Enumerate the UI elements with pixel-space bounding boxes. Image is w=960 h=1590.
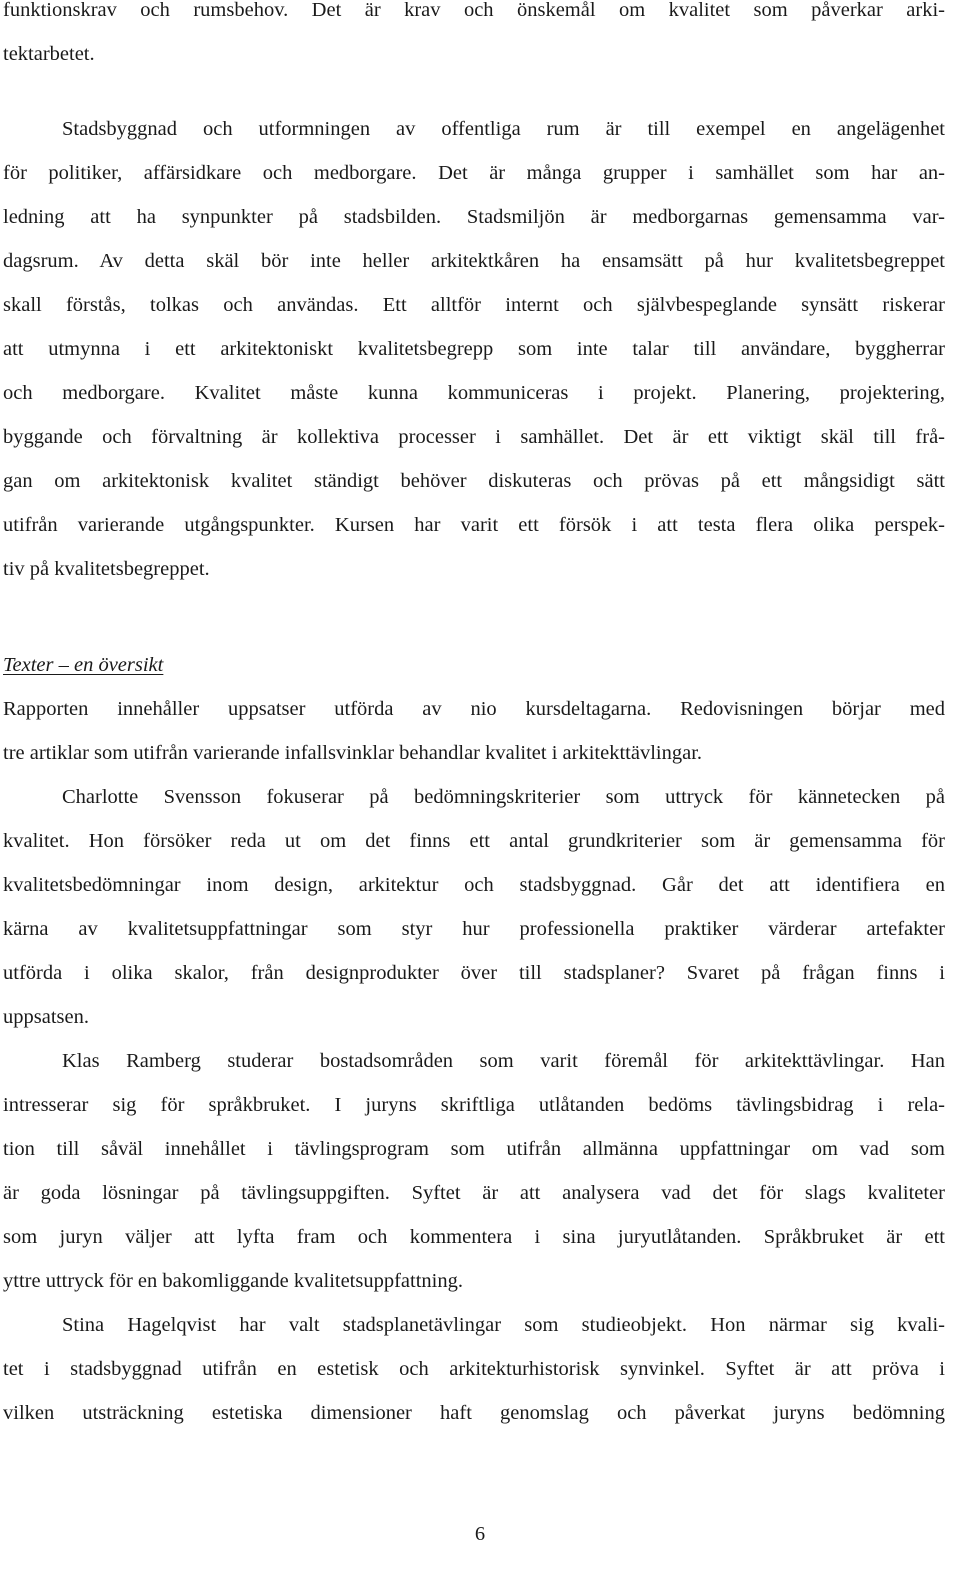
- text-line: dagsrum. Av detta skäl bör inte heller arkitektkåren ha ensamsätt på hur kvalitetsbegreppet: [3, 250, 945, 272]
- text-line: Stina Hagelqvist har valt stadsplanetävlingar som studieobjekt. Hon närmar sig kvali-: [62, 1314, 945, 1336]
- text-line: som juryn väljer att lyfta fram och kommentera i sina juryutlåtanden. Språkbruket är ett: [3, 1226, 945, 1248]
- text-line: tre artiklar som utifrån varierande infallsvinklar behandlar kvalitet i arkitekttävlingar.: [3, 742, 703, 764]
- text-line: uppsatsen.: [3, 1006, 89, 1028]
- text-line: Stadsbyggnad och utformningen av offentliga rum är till exempel en angelägenhet: [62, 118, 945, 140]
- text-line: yttre uttryck för en bakomliggande kvalitetsuppfattning.: [3, 1270, 463, 1292]
- text-line: tektarbetet.: [3, 43, 95, 65]
- section-heading: Texter – en översikt: [3, 654, 164, 676]
- paragraph-rapporten: [3, 687, 945, 775]
- text-line: byggande och förvaltning är kollektiva processer i samhället. Det är ett viktigt skäl till frå-: [3, 426, 945, 448]
- text-line: kvalitetsbedömningar inom design, arkitektur och stadsbyggnad. Går det att identifiera en: [3, 874, 945, 896]
- text-line: skall förstås, tolkas och användas. Ett alltför internt och självbespeglande synsätt riskerar: [3, 294, 945, 316]
- text-line: ledning att ha synpunkter på stadsbilden. Stadsmiljön är medborgarnas gemensamma var-: [3, 206, 945, 228]
- text-line: gan om arkitektonisk kvalitet ständigt behöver diskuteras och prövas på ett mångsidigt sätt: [3, 470, 945, 492]
- paragraph-intro-continuation: [3, 0, 945, 76]
- text-line: Rapporten innehåller uppsatser utförda av nio kursdeltagarna. Redovisningen börjar med: [3, 698, 945, 720]
- text-line: utifrån varierande utgångspunkter. Kursen har varit ett försök i att testa flera olika perspek-: [3, 514, 945, 536]
- text-line: tion till såväl innehållet i tävlingsprogram som utifrån allmänna uppfattningar om vad som: [3, 1138, 945, 1160]
- text-line: tiv på kvalitetsbegreppet.: [3, 558, 210, 580]
- text-line: och medborgare. Kvalitet måste kunna kommuniceras i projekt. Planering, projektering,: [3, 382, 945, 404]
- text-line: att utmynna i ett arkitektoniskt kvalitetsbegrepp som inte talar till användare, byggherrar: [3, 338, 945, 360]
- text-line: vilken utsträckning estetiska dimensioner haft genomslag och påverkat juryns bedömning: [3, 1402, 945, 1424]
- text-line: utförda i olika skalor, från designprodukter över till stadsplaner? Svaret på frågan finns i: [3, 962, 945, 984]
- text-line: är goda lösningar på tävlingsuppgiften. Syftet är att analysera vad det för slags kvaliteter: [3, 1182, 945, 1204]
- text-line: intresserar sig för språkbruket. I juryns skriftliga utlåtanden bedöms tävlingsbidrag i rela-: [3, 1094, 945, 1116]
- text-line: kvalitet. Hon försöker reda ut om det finns ett antal grundkriterier som är gemensamma för: [3, 830, 945, 852]
- text-line: kärna av kvalitetsuppfattningar som styr hur professionella praktiker värderar artefakter: [3, 918, 945, 940]
- text-line: Charlotte Svensson fokuserar på bedömningskriterier som uttryck för kännetecken på: [62, 786, 945, 808]
- text-line: för politiker, affärsidkare och medborgare. Det är många grupper i samhället som har an-: [3, 162, 945, 184]
- document-page: [3, 0, 945, 1435]
- paragraph-stina-hagelqvist: [3, 1303, 945, 1435]
- text-line: Klas Ramberg studerar bostadsområden som varit föremål för arkitekttävlingar. Han: [62, 1050, 945, 1072]
- paragraph-charlotte-svensson: [3, 775, 945, 1039]
- paragraph-stadsbyggnad: [3, 107, 945, 591]
- text-line: tet i stadsbyggnad utifrån en estetisk och arkitekturhistorisk synvinkel. Syftet är att pröva i: [3, 1358, 945, 1380]
- page-number: 6: [474, 1523, 486, 1545]
- text-line: funktionskrav och rumsbehov. Det är krav och önskemål om kvalitet som påverkar arki-: [3, 0, 945, 21]
- paragraph-klas-ramberg: [3, 1039, 945, 1303]
